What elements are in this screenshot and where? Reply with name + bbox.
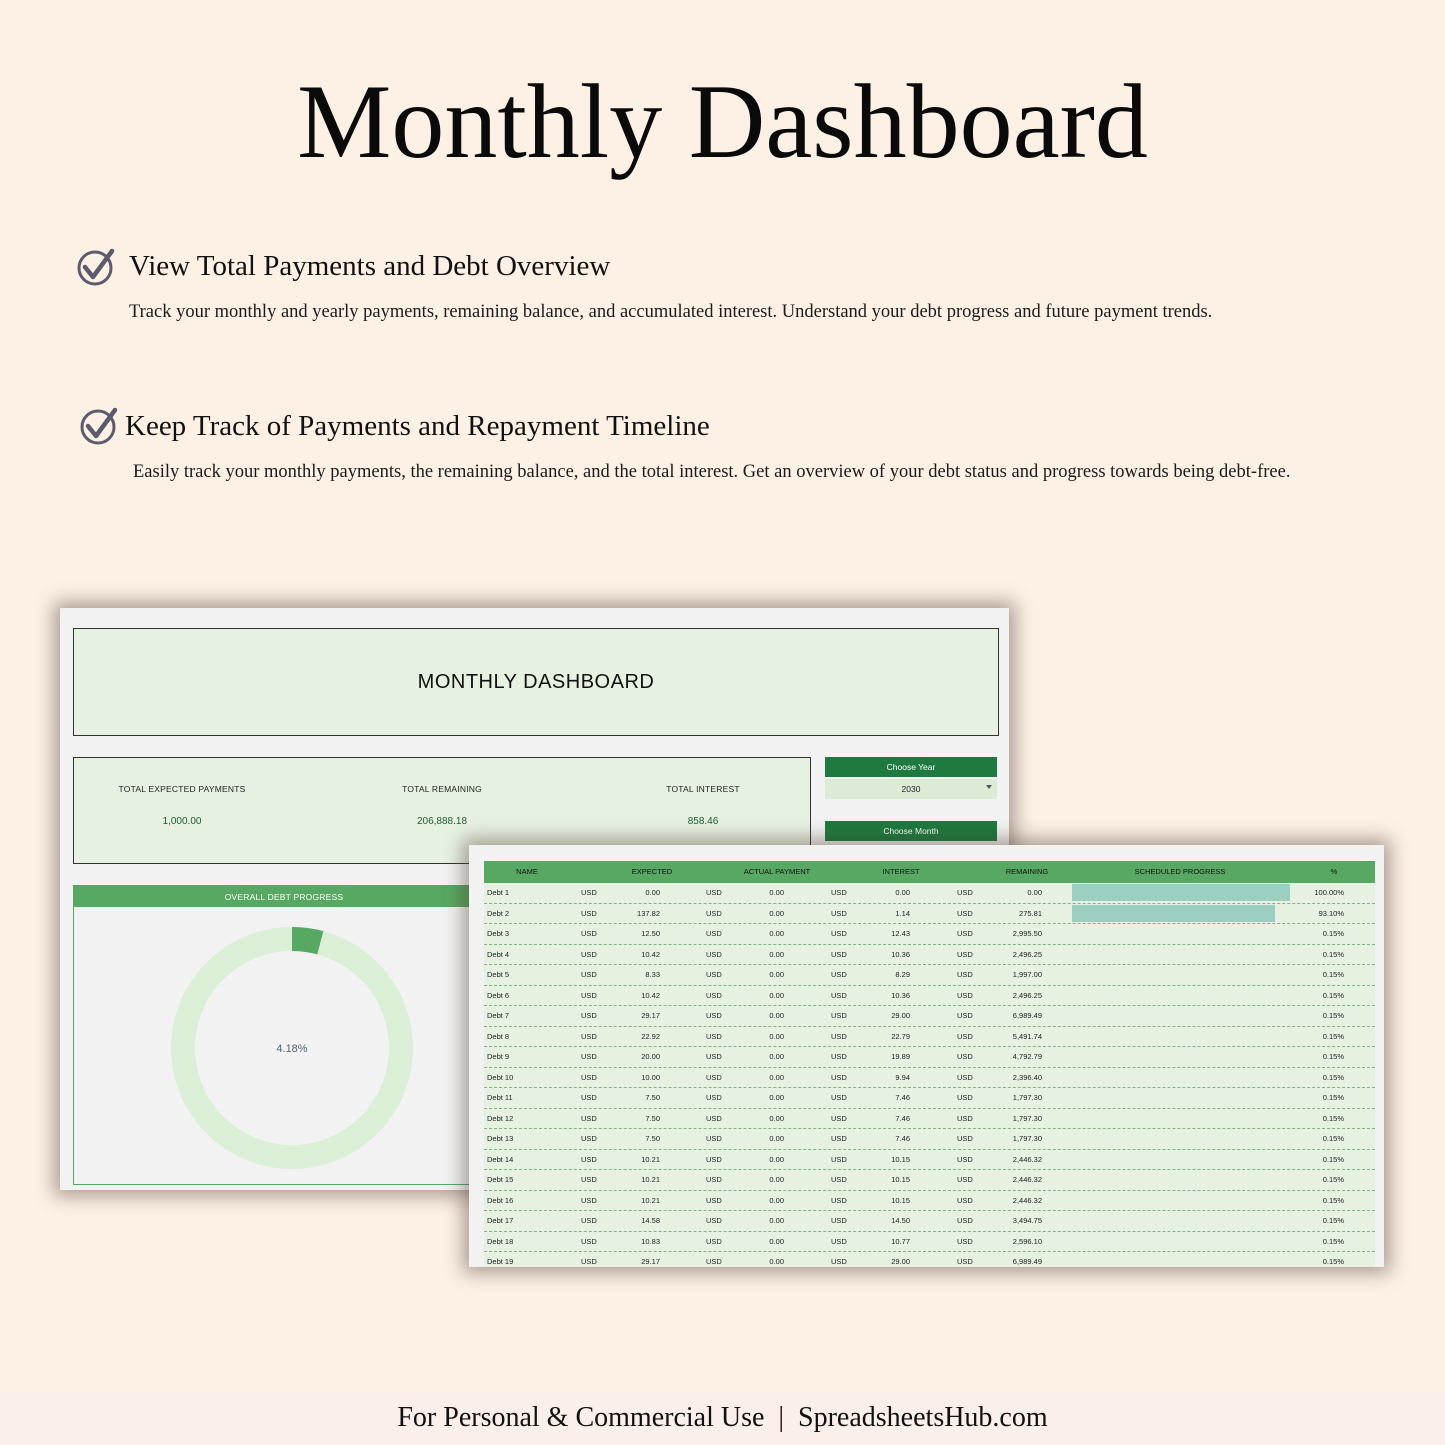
cell-name: Debt 7 bbox=[487, 1011, 510, 1020]
cell-percent: 0.15% bbox=[1322, 1236, 1344, 1246]
cell-currency: USD bbox=[957, 908, 973, 918]
cell-currency: USD bbox=[581, 1134, 597, 1143]
cell-currency: USD bbox=[581, 1031, 597, 1041]
table-row bbox=[484, 1150, 1375, 1171]
cell-currency: USD bbox=[831, 908, 847, 918]
cell-expected: 0.00 bbox=[645, 888, 660, 897]
cell-currency: USD bbox=[957, 888, 973, 897]
table-row bbox=[484, 1129, 1375, 1150]
cell-currency: USD bbox=[706, 1113, 722, 1123]
cell-interest: 10.36 bbox=[891, 949, 910, 959]
cell-name: Debt 15 bbox=[487, 1175, 514, 1184]
cell-remaining: 6,989.49 bbox=[1012, 1011, 1042, 1020]
table-row bbox=[484, 1027, 1375, 1048]
cell-percent: 100.00% bbox=[1314, 888, 1344, 897]
cell-actual: 0.00 bbox=[769, 949, 784, 959]
cell-currency: USD bbox=[957, 1236, 973, 1246]
cell-currency: USD bbox=[831, 1072, 847, 1082]
cell-remaining: 2,596.10 bbox=[1012, 1236, 1042, 1246]
header-scheduled-progress: SCHEDULED PROGRESS bbox=[1134, 867, 1226, 876]
cell-currency: USD bbox=[957, 1216, 973, 1225]
table-row bbox=[484, 924, 1375, 945]
cell-currency: USD bbox=[957, 929, 973, 938]
cell-expected: 29.17 bbox=[641, 1011, 660, 1020]
cell-currency: USD bbox=[831, 1134, 847, 1143]
cell-currency: USD bbox=[581, 888, 597, 897]
cell-currency: USD bbox=[581, 908, 597, 918]
cell-interest: 10.15 bbox=[891, 1195, 910, 1205]
cell-currency: USD bbox=[957, 1195, 973, 1205]
donut-progress-arc bbox=[292, 939, 320, 943]
cell-remaining: 2,995.50 bbox=[1012, 929, 1042, 938]
cell-percent: 0.15% bbox=[1322, 929, 1344, 938]
cell-currency: USD bbox=[831, 888, 847, 897]
cell-currency: USD bbox=[957, 1175, 973, 1184]
cell-percent: 0.15% bbox=[1322, 1175, 1344, 1184]
feature-description: Track your monthly and yearly payments, remaining balance, and accumulated interest. Understand your debt progress and future payment trends. bbox=[129, 302, 1213, 322]
summary-value: 206,888.18 bbox=[416, 816, 468, 827]
choose-month-label: Choose Month bbox=[825, 821, 997, 841]
cell-actual: 0.00 bbox=[769, 1031, 784, 1041]
cell-actual: 0.00 bbox=[769, 929, 784, 938]
cell-interest: 10.15 bbox=[891, 1154, 910, 1164]
cell-currency: USD bbox=[831, 929, 847, 938]
footer-separator: | bbox=[778, 1402, 785, 1433]
cell-currency: USD bbox=[581, 970, 597, 979]
feature-title: Keep Track of Payments and Repayment Timeline bbox=[125, 410, 710, 442]
cell-currency: USD bbox=[831, 970, 847, 979]
cell-currency: USD bbox=[706, 1093, 722, 1102]
cell-currency: USD bbox=[831, 1257, 847, 1266]
table-row bbox=[484, 1170, 1375, 1191]
table-row bbox=[484, 1047, 1375, 1068]
cell-currency: USD bbox=[706, 1031, 722, 1041]
table-row bbox=[484, 986, 1375, 1007]
cell-currency: USD bbox=[831, 1052, 847, 1061]
cell-expected: 7.50 bbox=[645, 1113, 660, 1123]
year-select-value: 2030 bbox=[901, 784, 921, 794]
cell-currency: USD bbox=[581, 1236, 597, 1246]
table-header bbox=[484, 861, 1375, 883]
cell-currency: USD bbox=[706, 990, 722, 1000]
table-row bbox=[484, 1232, 1375, 1253]
cell-actual: 0.00 bbox=[769, 1113, 784, 1123]
debt-table-sheet bbox=[469, 845, 1384, 1267]
summary-total-remaining bbox=[332, 784, 552, 827]
cell-name: Debt 11 bbox=[487, 1093, 513, 1102]
scheduled-progress-bar bbox=[1072, 905, 1275, 922]
cell-currency: USD bbox=[957, 970, 973, 979]
cell-remaining: 6,989.49 bbox=[1012, 1257, 1042, 1266]
check-circle-icon bbox=[79, 406, 119, 446]
cell-remaining: 3,494.75 bbox=[1012, 1216, 1042, 1225]
cell-currency: USD bbox=[581, 1011, 597, 1020]
cell-actual: 0.00 bbox=[769, 990, 784, 1000]
cell-expected: 137.82 bbox=[637, 908, 660, 918]
summary-total-interest bbox=[593, 784, 813, 827]
cell-actual: 0.00 bbox=[769, 1134, 784, 1143]
cell-currency: USD bbox=[957, 1113, 973, 1123]
summary-value: 1,000.00 bbox=[162, 816, 202, 827]
cell-currency: USD bbox=[581, 1195, 597, 1205]
cell-currency: USD bbox=[706, 1257, 722, 1266]
cell-name: Debt 9 bbox=[487, 1052, 510, 1061]
cell-actual: 0.00 bbox=[769, 1011, 784, 1020]
cell-expected: 10.21 bbox=[641, 1175, 660, 1184]
cell-actual: 0.00 bbox=[769, 1154, 784, 1164]
cell-currency: USD bbox=[581, 1257, 597, 1266]
cell-currency: USD bbox=[831, 1236, 847, 1246]
cell-currency: USD bbox=[706, 1052, 722, 1061]
choose-year-label: Choose Year bbox=[825, 757, 997, 777]
table-row bbox=[484, 904, 1375, 925]
cell-percent: 0.15% bbox=[1322, 1134, 1344, 1143]
table-row bbox=[484, 1068, 1375, 1089]
cell-expected: 10.00 bbox=[641, 1072, 660, 1082]
cell-currency: USD bbox=[581, 949, 597, 959]
cell-name: Debt 3 bbox=[487, 929, 510, 938]
year-select[interactable] bbox=[825, 779, 997, 799]
cell-currency: USD bbox=[706, 1072, 722, 1082]
cell-interest: 7.46 bbox=[895, 1113, 910, 1123]
cell-currency: USD bbox=[831, 1195, 847, 1205]
cell-actual: 0.00 bbox=[769, 908, 784, 918]
cell-expected: 10.83 bbox=[641, 1236, 660, 1246]
cell-expected: 10.42 bbox=[641, 990, 660, 1000]
cell-percent: 0.15% bbox=[1322, 1113, 1344, 1123]
footer-site: SpreadsheetsHub.com bbox=[798, 1402, 1048, 1433]
cell-actual: 0.00 bbox=[769, 1072, 784, 1082]
cell-remaining: 2,396.40 bbox=[1012, 1072, 1042, 1082]
cell-interest: 8.29 bbox=[895, 970, 910, 979]
header-interest: INTEREST bbox=[882, 867, 920, 876]
cell-remaining: 2,496.25 bbox=[1012, 949, 1042, 959]
summary-label: TOTAL INTEREST bbox=[666, 784, 740, 794]
table-row bbox=[484, 1088, 1375, 1109]
table-row bbox=[484, 1006, 1375, 1027]
cell-interest: 9.94 bbox=[895, 1072, 910, 1082]
cell-percent: 0.15% bbox=[1322, 1072, 1344, 1082]
cell-remaining: 275.81 bbox=[1019, 908, 1042, 918]
cell-percent: 0.15% bbox=[1322, 1154, 1344, 1164]
cell-name: Debt 12 bbox=[487, 1113, 514, 1123]
cell-currency: USD bbox=[957, 1011, 973, 1020]
summary-value: 858.46 bbox=[687, 816, 719, 827]
cell-currency: USD bbox=[581, 929, 597, 938]
cell-currency: USD bbox=[581, 1216, 597, 1225]
cell-currency: USD bbox=[581, 1072, 597, 1082]
cell-currency: USD bbox=[581, 1175, 597, 1184]
cell-currency: USD bbox=[957, 1093, 973, 1102]
cell-interest: 7.46 bbox=[895, 1093, 910, 1102]
cell-currency: USD bbox=[706, 908, 722, 918]
donut-percent-label: 4.18% bbox=[276, 1043, 308, 1055]
cell-name: Debt 6 bbox=[487, 990, 510, 1000]
cell-remaining: 2,446.32 bbox=[1012, 1175, 1042, 1184]
cell-percent: 0.15% bbox=[1322, 1011, 1344, 1020]
cell-name: Debt 16 bbox=[487, 1195, 514, 1205]
footer bbox=[0, 1391, 1445, 1445]
cell-interest: 29.00 bbox=[891, 1257, 910, 1266]
cell-currency: USD bbox=[831, 1031, 847, 1041]
cell-remaining: 1,797.30 bbox=[1012, 1093, 1042, 1102]
cell-expected: 20.00 bbox=[641, 1052, 660, 1061]
cell-currency: USD bbox=[957, 1052, 973, 1061]
cell-currency: USD bbox=[957, 1257, 973, 1266]
cell-percent: 0.15% bbox=[1322, 949, 1344, 959]
cell-percent: 0.15% bbox=[1322, 1052, 1344, 1061]
cell-currency: USD bbox=[706, 1154, 722, 1164]
cell-currency: USD bbox=[831, 1113, 847, 1123]
cell-percent: 93.10% bbox=[1318, 908, 1344, 918]
cell-currency: USD bbox=[831, 1175, 847, 1184]
progress-donut-chart bbox=[170, 926, 414, 1170]
cell-actual: 0.00 bbox=[769, 1236, 784, 1246]
cell-currency: USD bbox=[706, 1011, 722, 1020]
cell-percent: 0.15% bbox=[1322, 970, 1344, 979]
cell-interest: 14.50 bbox=[891, 1216, 910, 1225]
cell-interest: 10.36 bbox=[891, 990, 910, 1000]
cell-currency: USD bbox=[957, 949, 973, 959]
cell-currency: USD bbox=[706, 1175, 722, 1184]
cell-name: Debt 1 bbox=[487, 888, 510, 897]
cell-remaining: 5,491.74 bbox=[1012, 1031, 1042, 1041]
summary-total-expected bbox=[72, 784, 292, 827]
cell-remaining: 1,797.30 bbox=[1012, 1113, 1042, 1123]
cell-expected: 29.17 bbox=[641, 1257, 660, 1266]
cell-currency: USD bbox=[581, 1154, 597, 1164]
cell-currency: USD bbox=[706, 929, 722, 938]
cell-name: Debt 17 bbox=[487, 1216, 514, 1225]
cell-currency: USD bbox=[957, 1072, 973, 1082]
table-row bbox=[484, 945, 1375, 966]
cell-name: Debt 8 bbox=[487, 1031, 510, 1041]
cell-actual: 0.00 bbox=[769, 1195, 784, 1205]
cell-actual: 0.00 bbox=[769, 1257, 784, 1266]
cell-interest: 7.46 bbox=[895, 1134, 910, 1143]
feature-description: Easily track your monthly payments, the remaining balance, and the total interest. Get an overview of your debt status and progress towards being debt-free. bbox=[133, 462, 1291, 482]
cell-actual: 0.00 bbox=[769, 1052, 784, 1061]
cell-expected: 12.50 bbox=[641, 929, 660, 938]
cell-percent: 0.15% bbox=[1322, 1031, 1344, 1041]
cell-interest: 1.14 bbox=[895, 908, 910, 918]
table-body bbox=[484, 883, 1375, 1267]
cell-expected: 7.50 bbox=[645, 1134, 660, 1143]
cell-currency: USD bbox=[831, 990, 847, 1000]
cell-name: Debt 19 bbox=[487, 1257, 514, 1266]
cell-currency: USD bbox=[706, 1236, 722, 1246]
table-row bbox=[484, 1252, 1375, 1267]
cell-percent: 0.15% bbox=[1322, 990, 1344, 1000]
cell-remaining: 2,446.32 bbox=[1012, 1195, 1042, 1205]
header-actual-payment: ACTUAL PAYMENT bbox=[743, 867, 811, 876]
header-percent: % bbox=[1330, 867, 1338, 876]
cell-currency: USD bbox=[957, 1031, 973, 1041]
table-row bbox=[484, 1109, 1375, 1130]
check-circle-icon bbox=[76, 247, 116, 287]
cell-expected: 7.50 bbox=[645, 1093, 660, 1102]
cell-name: Debt 13 bbox=[487, 1134, 514, 1143]
cell-currency: USD bbox=[706, 1195, 722, 1205]
table-row bbox=[484, 883, 1375, 904]
cell-interest: 0.00 bbox=[895, 888, 910, 897]
dashboard-banner: MONTHLY DASHBOARD bbox=[73, 628, 999, 736]
cell-currency: USD bbox=[831, 949, 847, 959]
header-name: NAME bbox=[516, 867, 538, 876]
cell-name: Debt 10 bbox=[487, 1072, 514, 1082]
cell-name: Debt 18 bbox=[487, 1236, 514, 1246]
cell-remaining: 1,997.00 bbox=[1012, 970, 1042, 979]
cell-percent: 0.15% bbox=[1322, 1195, 1344, 1205]
cell-currency: USD bbox=[957, 990, 973, 1000]
cell-name: Debt 14 bbox=[487, 1154, 514, 1164]
cell-expected: 8.33 bbox=[645, 970, 660, 979]
cell-remaining: 4,792.79 bbox=[1012, 1052, 1042, 1061]
feature-title: View Total Payments and Debt Overview bbox=[129, 250, 611, 282]
cell-actual: 0.00 bbox=[769, 970, 784, 979]
cell-expected: 10.21 bbox=[641, 1154, 660, 1164]
cell-currency: USD bbox=[706, 888, 722, 897]
summary-label: TOTAL EXPECTED PAYMENTS bbox=[118, 784, 246, 794]
table-row bbox=[484, 1211, 1375, 1232]
cell-currency: USD bbox=[957, 1154, 973, 1164]
overall-progress-panel bbox=[73, 885, 495, 1185]
cell-interest: 10.15 bbox=[891, 1175, 910, 1184]
cell-currency: USD bbox=[831, 1093, 847, 1102]
cell-currency: USD bbox=[706, 1216, 722, 1225]
cell-remaining: 1,797.30 bbox=[1012, 1134, 1042, 1143]
cell-name: Debt 2 bbox=[487, 908, 510, 918]
cell-actual: 0.00 bbox=[769, 888, 784, 897]
cell-currency: USD bbox=[831, 1154, 847, 1164]
cell-currency: USD bbox=[581, 1113, 597, 1123]
cell-interest: 22.79 bbox=[891, 1031, 910, 1041]
cell-interest: 12.43 bbox=[891, 929, 910, 938]
scheduled-progress-bar bbox=[1072, 884, 1290, 901]
cell-remaining: 2,496.25 bbox=[1012, 990, 1042, 1000]
cell-currency: USD bbox=[706, 1134, 722, 1143]
cell-name: Debt 5 bbox=[487, 970, 510, 979]
debt-table bbox=[484, 861, 1375, 1267]
cell-currency: USD bbox=[957, 1134, 973, 1143]
cell-currency: USD bbox=[831, 1216, 847, 1225]
cell-currency: USD bbox=[581, 990, 597, 1000]
cell-expected: 22.92 bbox=[641, 1031, 660, 1041]
progress-panel-title: OVERALL DEBT PROGRESS bbox=[74, 886, 494, 907]
cell-currency: USD bbox=[581, 1052, 597, 1061]
table-row bbox=[484, 1191, 1375, 1212]
cell-expected: 14.58 bbox=[641, 1216, 660, 1225]
header-expected: EXPECTED bbox=[631, 867, 673, 876]
cell-interest: 19.89 bbox=[891, 1052, 910, 1061]
cell-name: Debt 4 bbox=[487, 949, 510, 959]
cell-actual: 0.00 bbox=[769, 1093, 784, 1102]
cell-actual: 0.00 bbox=[769, 1216, 784, 1225]
table-row bbox=[484, 965, 1375, 986]
cell-currency: USD bbox=[831, 1011, 847, 1020]
footer-usage: For Personal & Commercial Use bbox=[397, 1402, 765, 1433]
cell-interest: 29.00 bbox=[891, 1011, 910, 1020]
cell-expected: 10.21 bbox=[641, 1195, 660, 1205]
cell-percent: 0.15% bbox=[1322, 1216, 1344, 1225]
cell-expected: 10.42 bbox=[641, 949, 660, 959]
cell-actual: 0.00 bbox=[769, 1175, 784, 1184]
cell-remaining: 2,446.32 bbox=[1012, 1154, 1042, 1164]
cell-percent: 0.15% bbox=[1322, 1257, 1344, 1266]
summary-label: TOTAL REMAINING bbox=[402, 784, 482, 794]
cell-currency: USD bbox=[706, 970, 722, 979]
header-remaining: REMAINING bbox=[1005, 867, 1049, 876]
cell-currency: USD bbox=[706, 949, 722, 959]
cell-interest: 10.77 bbox=[891, 1236, 910, 1246]
dropdown-arrow-icon[interactable] bbox=[986, 785, 992, 789]
cell-percent: 0.15% bbox=[1322, 1093, 1344, 1102]
cell-remaining: 0.00 bbox=[1027, 888, 1042, 897]
cell-currency: USD bbox=[581, 1093, 597, 1102]
page-title: Monthly Dashboard bbox=[297, 63, 1148, 180]
